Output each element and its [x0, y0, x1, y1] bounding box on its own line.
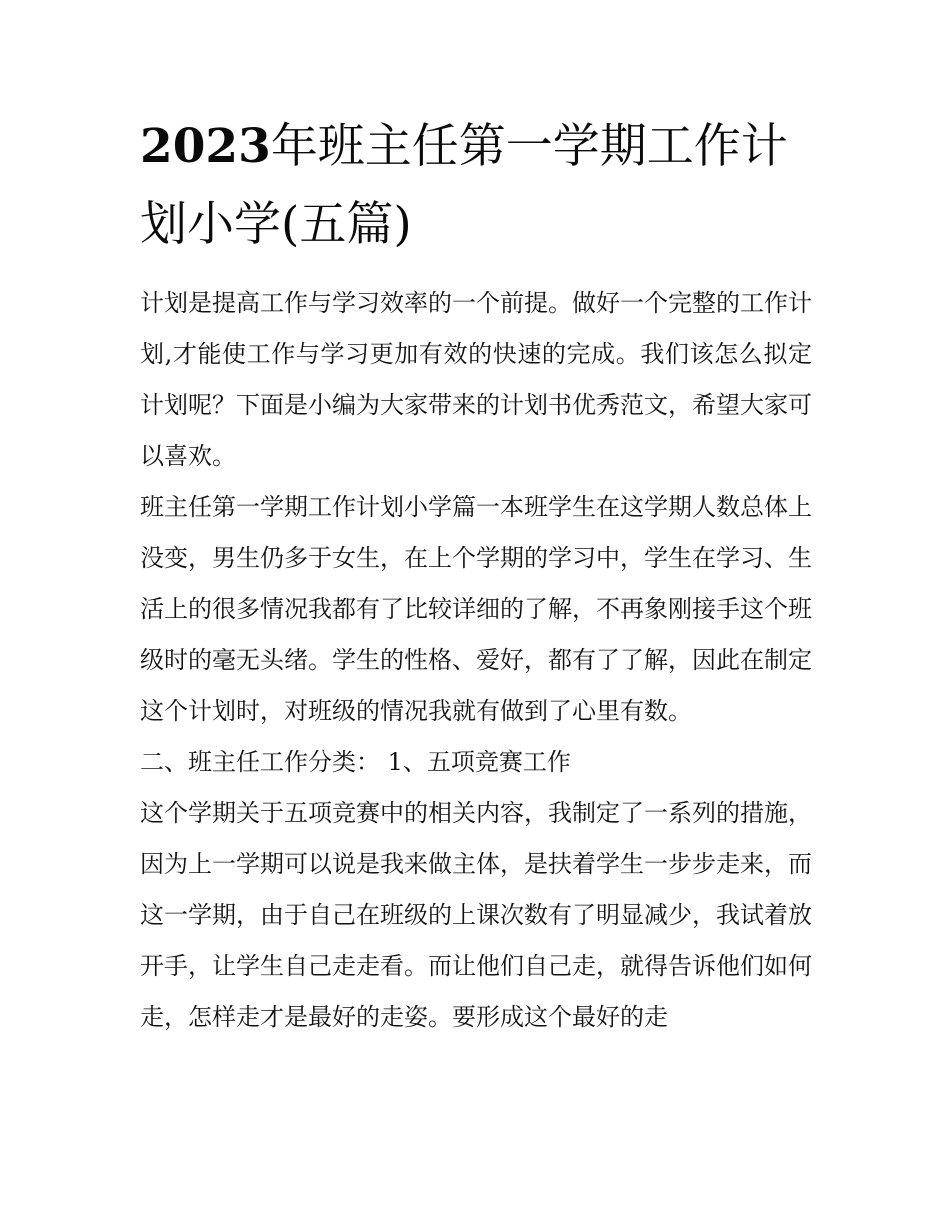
title-year: 2023	[140, 119, 271, 174]
document-title	[140, 108, 812, 264]
section-heading: 二、班主任工作分类： 1、五项竞赛工作	[140, 748, 571, 776]
section-one-paragraph: 班主任第一学期工作计划小学篇一本班学生在这学期人数总体上没变，男生仍多于女生，在上个学期的学习中，学生在学习、生活上的很多情况我都有了比较详细的了解，不再象刚接手这个班级时的毫无头绪。学生的性格、爱好，都有了了解，因此在制定这个计划时，对班级的情况我就有做到了心里有数。	[140, 493, 812, 725]
competition-paragraph: 这个学期关于五项竞赛中的相关内容，我制定了一系列的措施，因为上一学期可以说是我来做主体，是扶着学生一步步走来，而这一学期，由于自己在班级的上课次数有了明显减少，我试着放开手，让学生自己走走看。而让他们自己走，就得告诉他们如何走，怎样走才是最好的走姿。要形成这个最好的走	[140, 799, 812, 1031]
intro-paragraph: 计划是提高工作与学习效率的一个前提。做好一个完整的工作计划,才能使工作与学习更加有效的快速的完成。我们该怎么拟定计划呢？下面是小编为大家带来的计划书优秀范文，希望大家可以喜欢。	[140, 289, 812, 470]
document-page	[140, 108, 812, 1043]
title-text: 年班主任第一学期工作计划小学(五篇)	[140, 119, 788, 252]
